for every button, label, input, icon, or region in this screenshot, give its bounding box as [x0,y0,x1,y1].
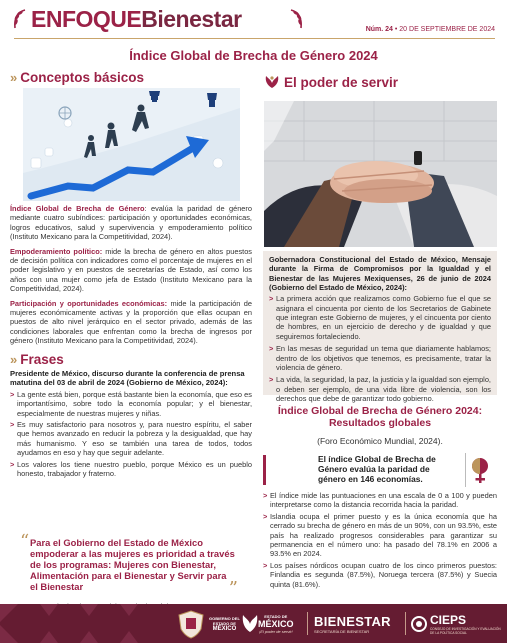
poder-lead: Gobernadora Constitucional del Estado de México, Mensaje durante la Firma de Compromisos por la Igualdad y el Bienestar de las Mujeres Mexiquenses, 26 de junio de 2024 (Gobierno del Estado de México, 2024): [269,255,491,292]
gender-symbol-icon [465,453,493,487]
cieps-logo-icon [410,615,428,633]
chevron-double-icon: » [10,352,18,367]
highlight-bar [263,455,266,485]
resultados-bullet: > Islandia ocupa el primer puesto y es la única economía que ha cerrado su brecha de género en más de un 90%, con un 93.5%, este país ha realizado progresos considerables para garantizar su permanencia en el número uno: ha pasado del 78.1% en 2006 a 93.5% en 2024. [263,512,497,559]
footer-divider [405,612,406,635]
resultados-title: Índice Global de Brecha de Género 2024: Resultados globales [277,405,483,429]
footer-bar [0,604,507,643]
frases-bullet: > La gente está bien, porque está bastante bien la economía, que eso es importantísimo, sobre todo la economía popular; y el bienestar, especialmente de nuestras mujeres y niñas. [10,390,252,418]
header-rule [14,38,495,39]
concept-paragraph: Índice Global de Brecha de Género: evalúa la paridad de género mediante cuatro subíndices: participación y oportunidades económicas, logros educativos, salud y supervivencia y empoderamiento político (Instituto Mexicano para la Competitividad, 2024). [10,204,252,242]
hands-together-photo [264,101,497,247]
laurel-left-icon [11,8,29,30]
issue-info: Núm. 24 • 20 DE SEPTIEMBRE DE 2024 [365,26,495,33]
footer-edomex-text: ESTADO DE MÉXICO ¡El poder de servir! [258,613,294,634]
highlight-text: El índice Global de Brecha de Género evalúa la paridad de género en 146 economías. [318,454,436,484]
resultados-highlight [263,452,497,490]
poder-quote-box [263,251,497,404]
quote-close-icon: ” [228,578,238,599]
section-heading-frases: » Frases [10,352,64,367]
footer-bienestar: BIENESTAR SECRETARÍA DE BIENESTAR [314,613,391,634]
section-heading-poder: El poder de servir [264,74,398,90]
conceptos-body [10,204,252,351]
dove-icon [241,612,259,634]
footer-pattern [0,604,172,643]
business-race-illustration [23,88,240,201]
masthead [0,0,507,42]
section-heading-conceptos: » Conceptos básicos [10,70,145,85]
footer-cieps: CIEPS CONSEJO DE INVESTIGACIÓN Y EVALUACIÓN DE LA POLÍTICA SOCIAL [430,612,501,635]
frases-lead: Presidente de México, discurso durante la conferencia de prensa matutina del 03 de abril de 2024 (Gobierno de México, 2024): [10,369,245,388]
resultados-source: (Foro Económico Mundial, 2024). [317,436,443,446]
frases-body [10,369,252,480]
pullquote-text: Para el Gobierno del Estado de México empoderar a las mujeres es prioridad a través de los programas: Mujeres con Bienestar, Alimentación para el Bienestar y Servir para el Bienestar [30,537,235,592]
resultados-bullet: > Los países nórdicos ocupan cuatro de los cinco primeros puestos: Finlandia es segunda (87.5%), Noruega tercera (87.5%) y Suecia quinta (81.6%). [263,561,497,589]
main-title: Índice Global de Brecha de Género 2024 [129,48,378,63]
state-shield-icon [176,609,206,639]
concept-paragraph: Empoderamiento político: mide la brecha de género en altos puestos de decisión política con indicadores como el porcentaje de mujeres en el poder legislativo y en puestos de secretarías de Estado, así como los años con una mujer como jefa de Estado (Instituto Mexicano para la Competitividad, 2024). [10,246,253,294]
frases-bullet: > Los valores los tiene nuestro pueblo, porque México es un pueblo honesto, trabajador y fraterno. [10,460,252,479]
laurel-right-icon [287,8,305,30]
chevron-double-icon: » [10,70,18,85]
pullquote [20,531,238,611]
resultados-bullet: > El índice mide las puntuaciones en una escala de 0 a 100 y pueden interpretarse como la distancia recorrida hacia la paridad. [263,491,497,510]
quote-open-icon: “ [20,531,30,552]
poder-bullet: > La primera acción que realizamos como Gobierno fue el que se asignara el cincuenta por ciento de los Secretarios de Gabinete que integran este Gobierno de mujeres, y el cincuenta por ciento de hombres, en un ejercicio de derecho y de igualdad y que seguiremos fortaleciendo. [269,294,491,341]
brand-title: ENFOQUEBienestar [31,6,242,32]
frases-bullet: > Es muy satisfactorio para nosotros y, para nuestro espíritu, el saber que hemos avanzado en reducir la pobreza y la desigualdad, que hay más humanismo. Y eso se también una tarea de todos, todos ayudamos en eso y hay que seguir adelante. [10,420,252,458]
resultados-bullets [263,491,497,591]
footer-gob-text: GOBIERNO DEL ESTADO DE MÉXICO [209,615,240,632]
poder-bullet: > La vida, la seguridad, la paz, la justicia y la igualdad son ejemplo, o deben ser ejemplo, de una vida libre de violencia, son los derechos que debe de garantizar todo gobierno. [269,375,491,403]
poder-bullet: > En las mesas de seguridad un tema que diariamente hablamos; dentro de los objetivos que tenemos, es precisamente, tratar la violencia de género. [269,344,491,372]
footer-divider [307,612,308,635]
concept-paragraph: Participación y oportunidades económicas: mide la participación de mujeres económicamente activas y la proporción que ellas ocupan en puestos de alto nivel jerárquico en el sector privado, además de las condiciones laborales que enfrentan como la brecha de ingresos por género (Instituto Mexicano para la Competitividad, 2024). [10,298,252,346]
dove-icon [264,74,280,90]
